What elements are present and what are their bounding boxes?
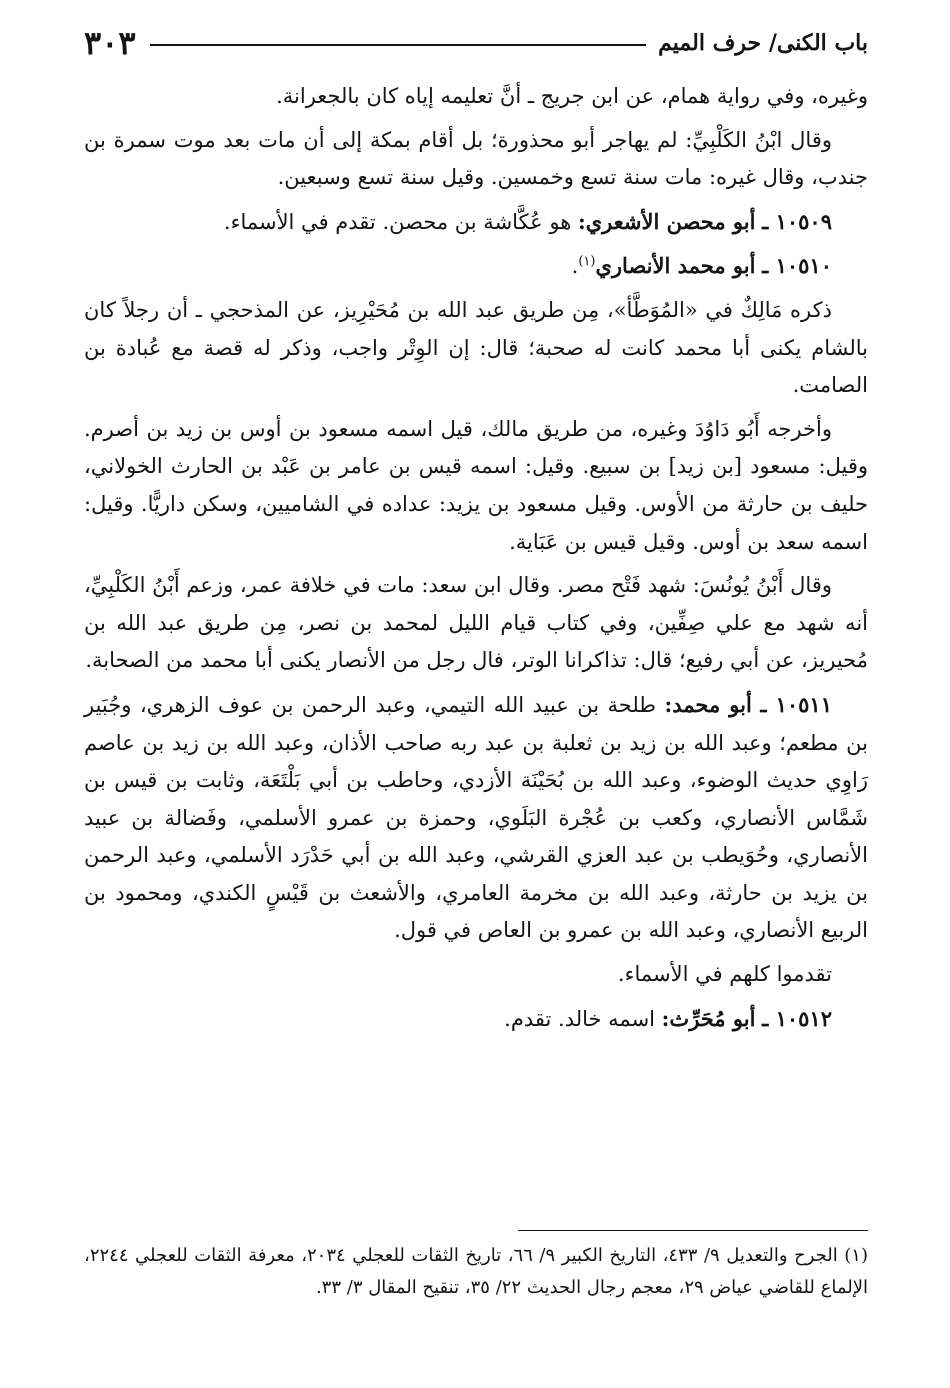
- paragraph: [84, 78, 868, 116]
- header-rule: [150, 44, 647, 46]
- paragraph-text: وأخرجه أَبُو دَاوُدَ وغيره، من طريق مالك، قيل اسمه مسعود بن أوس بن زيد بن أصرم. وقيل: مسعود [بن زيد] بن سبيع. وقيل: اسمه قيس بن عامر بن عَبْد بن الحارث الخولاني، حليف بن حارثة من الأوس. وقيل مسعود بن يزيد: عداده في الشاميين، وسكن داريًّا. وقيل: اسمه سعد بن أوس. وقيل قيس بن عَبَاية.: [84, 416, 868, 554]
- entry-heading-paragraph: [84, 203, 868, 242]
- paragraph-text: .: [571, 254, 579, 279]
- entry-heading-paragraph: [84, 686, 868, 950]
- entry-number: ١٠٥١١ ـ: [760, 691, 832, 717]
- paragraph-text: وغيره، وفي رواية همام، عن ابن جريج ـ أنَّ تعليمه إياه كان بالجعرانة.: [276, 84, 868, 108]
- paragraph-text: وقال ابْنُ الكَلْبِيِّ: لم يهاجر أبو محذورة؛ بل أقام بمكة إلى أن مات بعد موت سمرة بن جندب، وقال غيره: مات سنة تسع وخمسين. وقيل سنة تسع وسبعين.: [84, 127, 868, 190]
- entry-heading: أبو مُحَرِّث:: [661, 1005, 756, 1031]
- page-number: ٣٠٣: [84, 24, 136, 62]
- paragraph-text: تقدموا كلهم في الأسماء.: [617, 962, 832, 987]
- entry-number: ١٠٥١٠ ـ: [762, 253, 832, 279]
- footnote-text: (١) الجرح والتعديل ٩/ ٤٣٣، التاريخ الكبير ٩/ ٦٦، تاريخ الثقات للعجلي ٢٠٣٤، معرفة الثقات للعجلي ٢٢٤٤، الإلماع للقاضي عياض ٢٩، معجم رجال الحديث ٢٢/ ٣٥، تنقيح المقال ٣/ ٣٣.: [84, 1245, 868, 1298]
- paragraph: [84, 411, 868, 561]
- body-text: [84, 78, 868, 1044]
- paragraph: [84, 292, 868, 405]
- paragraph: [84, 567, 868, 680]
- paragraph: [84, 122, 868, 197]
- footnote: [84, 1240, 868, 1304]
- entry-heading: أبو محصن الأشعري:: [577, 208, 756, 234]
- entry-heading: أبو محمد الأنصاري: [595, 253, 756, 279]
- footnotes: [84, 1240, 868, 1304]
- paragraph-text: اسمه خالد. تقدم.: [504, 1006, 662, 1031]
- running-header: [84, 20, 868, 66]
- footnote-rule: [518, 1230, 868, 1231]
- entry-number: ١٠٥١٢ ـ: [762, 1005, 832, 1031]
- entry-number: ١٠٥٠٩ ـ: [762, 208, 832, 234]
- footnote-marker[interactable]: (١): [578, 254, 596, 270]
- paragraph: [84, 956, 868, 994]
- running-header-title: باب الكنى/ حرف الميم: [658, 30, 868, 56]
- entry-heading: أبو محمد:: [664, 691, 752, 717]
- paragraph-text: ذكره مَالِكٌ في «المُوَطَّأ»، مِن طريق عبد الله بن مُحَيْرِيز، عن المذحجي ـ أن رجلاً كان بالشام يكنى أبا محمد كانت له صحبة؛ قال: إن الوِتْر واجب، وذكر له قصة مع عُبادة بن الصامت.: [84, 297, 868, 398]
- paragraph-text: هو عُكَّاشة بن محصن. تقدم في الأسماء.: [223, 209, 578, 234]
- entry-heading-paragraph: [84, 1000, 868, 1039]
- entry-heading-paragraph: [84, 247, 868, 286]
- paragraph-text: طلحة بن عبيد الله التيمي، وعبد الرحمن بن عوف الزهري، وجُبَير بن مطعم؛ وعبد الله بن زيد بن ثعلبة بن عبد ربه صاحب الأذان، وعبد الله بن زيد بن عاصم رَاوِي حديث الوضوء، وعبد الله بن بُحَيْنَة الأزدي، وحاطب بن أبي بَلْتَعَة، وثابت بن قيس بن شَمَّاس الأنصاري، وكعب بن عُجْرة البَلَوي، وحمزة بن عمرو الأسلمي، وفَضالة بن عبيد الأنصاري، وحُوَيطب بن عبد العزي القرشي، وعبد الله بن أبي حَدْرَد الأسلمي، وعبد الرحمن بن يزيد بن حارثة، وعبد الله بن مخرمة العامري، والأشعث بن قَيْسٍ الكندي، ومحمود بن الربيع الأنصاري، وعبد الله بن عمرو بن العاص في قول.: [84, 692, 868, 943]
- paragraph-text: وقال أَبْنُ يُونُسَ: شهد فَتْح مصر. وقال ابن سعد: مات في خلافة عمر، وزعم أَبْنُ الكَلْبِيِّ، أنه شهد مع علي صِفِّين، وفي كتاب قيام الليل لمحمد بن نصر، مِن طريق عبد الله بن مُحيريز، عن أبي رفيع؛ قال: تذاكرانا الوتر، فال رجل من الأنصار يكنى أبا محمد من الصحابة.: [84, 573, 868, 673]
